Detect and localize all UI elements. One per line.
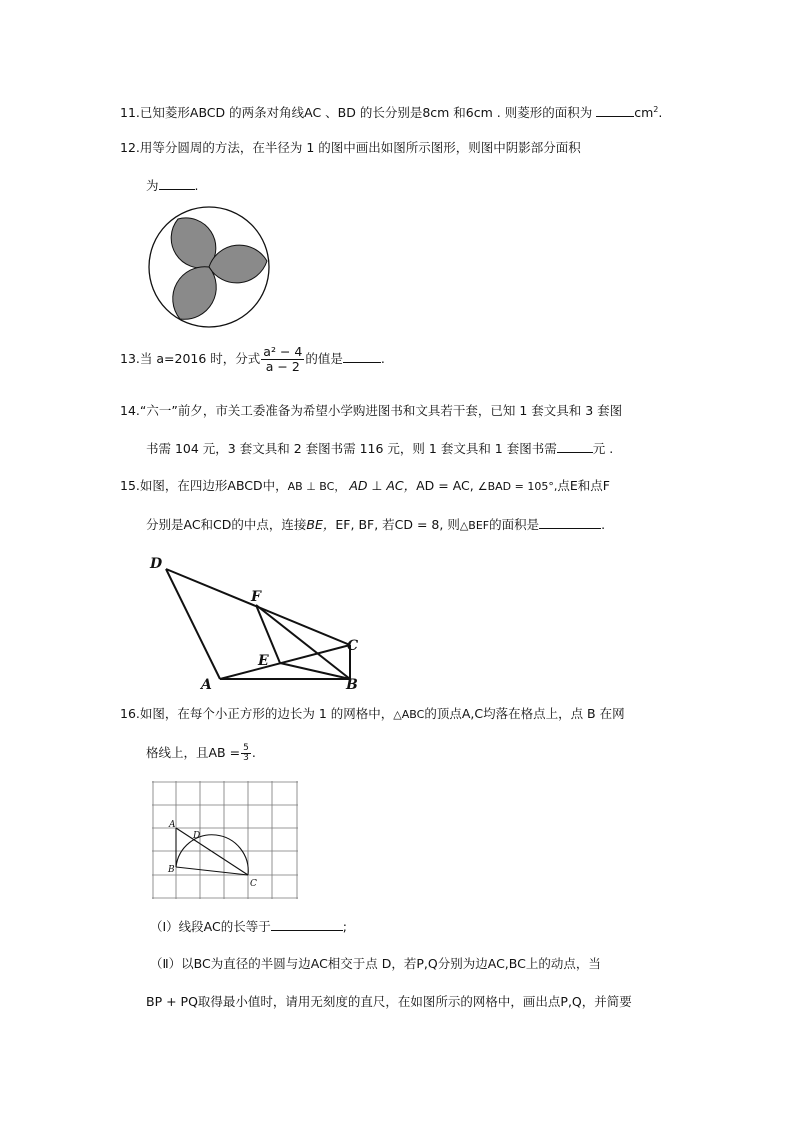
q13-fraction	[261, 345, 304, 374]
q15-l1d: AD = AC,	[416, 478, 474, 493]
label-D: D	[193, 831, 201, 841]
q15-l1b: AB ⊥ BC，	[287, 480, 346, 493]
q13-frac-num: a² − 4	[263, 344, 303, 359]
q16-l1b: △ABC	[393, 708, 425, 721]
label-C: C	[250, 879, 257, 889]
q12-end: .	[194, 178, 199, 193]
q15-l2c: EF, BF, 若CD = 8, 则	[335, 517, 460, 532]
q16-frac-den: 3	[243, 753, 249, 763]
q16-l1a: 如图，在每个小正方形的边长为 1 的网格中，	[139, 706, 394, 721]
grid	[152, 781, 298, 899]
label-B: B	[168, 865, 175, 875]
q13-pre: 当 a=2016 时，分式	[139, 351, 261, 366]
q13-frac-den: a − 2	[265, 359, 300, 374]
question-14-line2	[146, 440, 613, 457]
q15-l2a: 分别是AC和CD的中点，连接	[146, 517, 307, 532]
question-15	[120, 478, 610, 495]
label-B: B	[346, 677, 358, 693]
q11-unit: cm	[634, 105, 654, 121]
seg-DA	[166, 569, 220, 679]
q14-end: 元 .	[592, 441, 614, 456]
question-16-line2	[146, 744, 256, 763]
q16-part2-line2-text: BP + PQ取得最小值时，请用无刻度的直尺，在如图所示的网格中，画出点P,Q，并简要	[146, 994, 632, 1009]
q14-line2: 书需 104 元，3 套文具和 2 套图书需 116 元，则 1 套文具和 1 套图书需	[146, 441, 557, 456]
q16-part2-line2	[146, 994, 632, 1010]
q15-figure	[148, 553, 368, 693]
q15-number: 15.	[120, 478, 140, 493]
label-A: A	[201, 677, 212, 693]
label-C: C	[347, 638, 359, 654]
q15-answer-blank	[539, 516, 601, 529]
q16-fraction	[241, 744, 251, 763]
q15-l2b: BE，	[306, 517, 336, 532]
label-E: E	[258, 653, 269, 669]
label-D: D	[150, 556, 163, 572]
q16-l2a: 格线上，且AB =	[146, 745, 241, 760]
q11-number: 11.	[120, 105, 140, 121]
q12-number: 12.	[120, 140, 140, 155]
q14-number: 14.	[120, 403, 140, 418]
q16-part1-end: ;	[342, 919, 347, 934]
q14-text: “六一”前夕，市关工委准备为希望小学购进图书和文具若干套，已知 1 套文具和 3 套图	[139, 403, 623, 418]
q16-part1	[150, 918, 347, 935]
q16-frac-num: 5	[243, 743, 249, 753]
q15-l2e: 的面积是	[489, 517, 540, 532]
q13-answer-blank	[343, 350, 381, 363]
q16-figure	[152, 781, 300, 899]
q13-post: 的值是	[305, 351, 343, 366]
q12-text: 用等分圆周的方法，在半径为 1 的图中画出如图所示图形，则图中阴影部分面积	[139, 140, 581, 155]
q15-l1a: 如图，在四边形ABCD中，	[139, 478, 288, 493]
question-13	[120, 345, 385, 374]
q11-unit-sup: 2	[653, 105, 659, 114]
q12-line2: 为	[146, 178, 159, 193]
q16-part2-line1: （Ⅱ）以BC为直径的半圆与边AC相交于点 D，若P,Q分别为边AC,BC上的动点，当	[150, 956, 601, 971]
label-F: F	[251, 589, 261, 605]
question-16	[120, 706, 625, 723]
q14-answer-blank	[557, 440, 593, 453]
q13-number: 13.	[120, 351, 140, 366]
q16-part1-text: （Ⅰ）线段AC的长等于	[150, 919, 271, 934]
q16-l1c: 的顶点A,C均落在格点上，点 B 在网	[424, 706, 625, 721]
q12-answer-blank	[159, 177, 195, 190]
label-A: A	[169, 820, 176, 830]
question-11	[120, 102, 662, 121]
question-12	[120, 140, 581, 156]
q15-end: .	[601, 517, 606, 532]
question-15-line2	[146, 516, 605, 534]
question-12-line2	[146, 177, 199, 194]
question-14	[120, 403, 622, 419]
q16-part1-blank	[271, 918, 343, 931]
q11-answer-blank	[596, 104, 634, 117]
q16-part2	[150, 956, 601, 972]
q15-l1e: ∠BAD = 105°,	[477, 480, 558, 493]
q11-end: .	[658, 105, 663, 121]
q15-l1f: 点E和点F	[557, 478, 610, 493]
q11-text: 已知菱形ABCD 的两条对角线AC 、BD 的长分别是8cm 和6cm . 则菱形的面积为	[139, 105, 593, 121]
q16-end: .	[251, 745, 256, 760]
semicircle	[176, 835, 248, 875]
q13-end: .	[380, 351, 385, 366]
q15-l1c: AD ⊥ AC，	[349, 478, 417, 493]
q12-figure	[145, 205, 275, 329]
q15-l2d: △BEF	[459, 519, 490, 532]
q16-number: 16.	[120, 706, 140, 721]
